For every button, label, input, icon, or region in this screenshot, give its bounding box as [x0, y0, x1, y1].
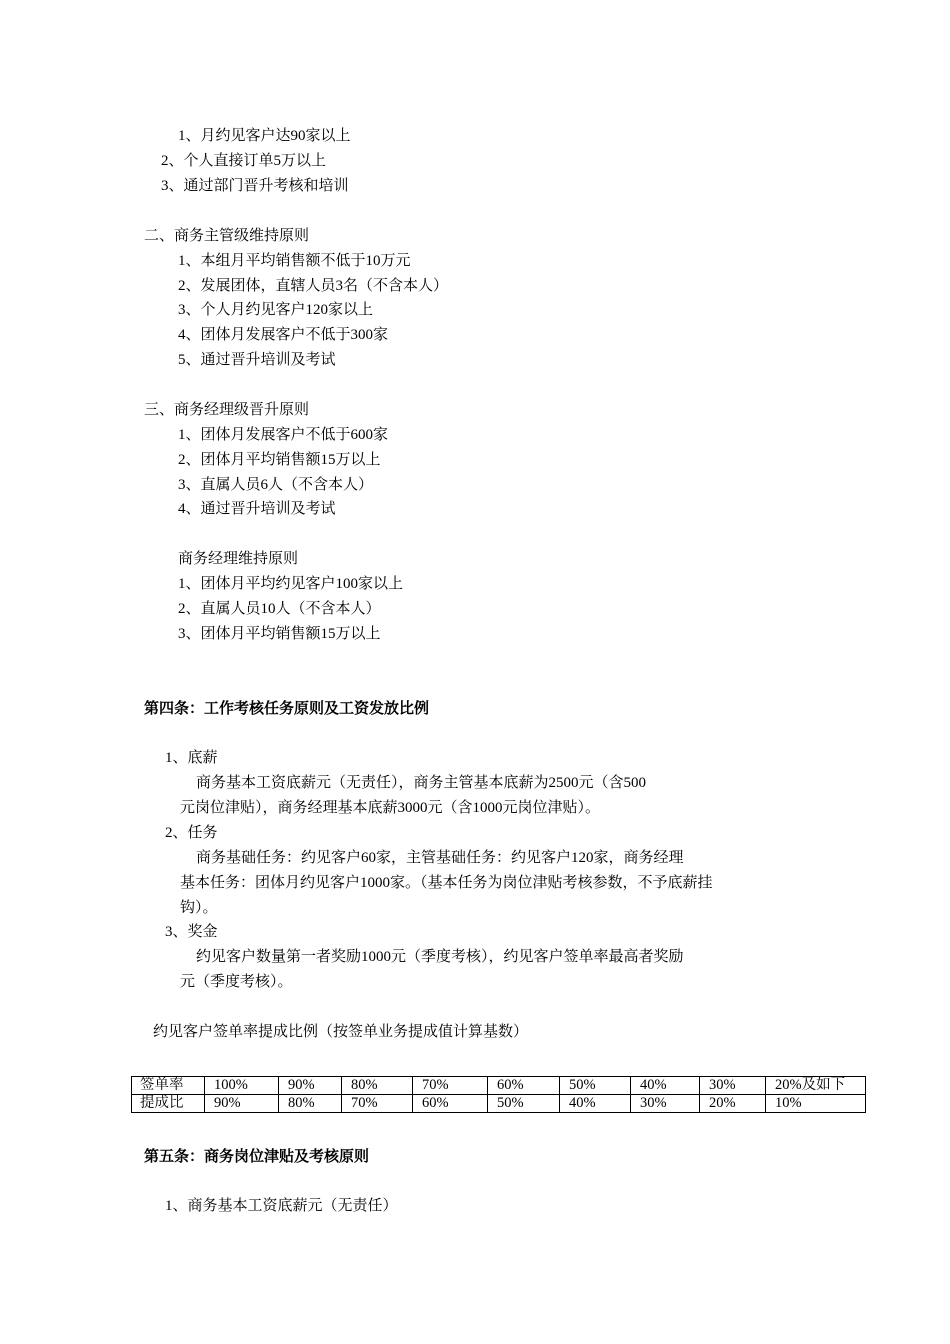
- list-item: 1、团体月平均约见客户100家以上: [178, 576, 404, 592]
- subsection-heading: 3、奖金: [165, 924, 218, 940]
- list-item: 5、通过晋升培训及考试: [178, 352, 336, 368]
- table-caption: 约见客户签单率提成比例（按签单业务提成值计算基数）: [153, 1024, 529, 1040]
- table-cell: 50%: [560, 1077, 631, 1095]
- list-item: 2、团体月平均销售额15万以上: [178, 452, 381, 468]
- table-cell: 40%: [560, 1095, 631, 1113]
- list-item: 2、直属人员10人（不含本人）: [178, 601, 381, 617]
- table-cell: 50%: [488, 1095, 560, 1113]
- article-title: 第四条：工作考核任务原则及工资发放比例: [144, 701, 430, 717]
- section-heading: 三、商务经理级晋升原则: [144, 402, 310, 418]
- list-item: 2、个人直接订单5万以上: [161, 153, 327, 169]
- row-header-sign-rate: 签单率: [132, 1077, 205, 1095]
- article-title: 第五条：商务岗位津贴及考核原则: [144, 1149, 370, 1165]
- list-item: 3、通过部门晋升考核和培训: [161, 178, 349, 194]
- table-cell: 10%: [766, 1095, 866, 1113]
- list-item: 3、直属人员6人（不含本人）: [178, 477, 374, 493]
- list-item: 3、团体月平均销售额15万以上: [178, 626, 381, 642]
- paragraph-line: 基本任务：团体月约见客户1000家。（基本任务为岗位津贴考核参数，不予底薪挂: [180, 875, 713, 891]
- list-item: 3、个人月约见客户120家以上: [178, 302, 374, 318]
- table-cell: 20%: [700, 1095, 766, 1113]
- table-cell: 30%: [700, 1077, 766, 1095]
- table-cell: 40%: [631, 1077, 700, 1095]
- table-cell: 90%: [205, 1095, 279, 1113]
- table-cell: 80%: [279, 1095, 342, 1113]
- paragraph-line: 商务基本工资底薪元（无责任），商务主管基本底薪为2500元（含500: [196, 775, 647, 791]
- table-cell: 70%: [342, 1095, 413, 1113]
- section-heading: 商务经理维持原则: [178, 551, 299, 567]
- list-item: 4、团体月发展客户不低于300家: [178, 327, 389, 343]
- table-cell: 60%: [488, 1077, 560, 1095]
- table-cell: 80%: [342, 1077, 413, 1095]
- list-item: 1、团体月发展客户不低于600家: [178, 427, 389, 443]
- table-cell: 100%: [205, 1077, 279, 1095]
- row-header-commission: 提成比: [132, 1095, 205, 1113]
- paragraph-line: 元（季度考核）。: [180, 974, 293, 990]
- table-row: [132, 1077, 866, 1095]
- table-row: [132, 1095, 866, 1113]
- list-item: 4、通过晋升培训及考试: [178, 501, 336, 517]
- table-cell: 70%: [413, 1077, 488, 1095]
- section-heading: 二、商务主管级维持原则: [144, 228, 310, 244]
- list-item: 2、发展团体，直辖人员3名（不含本人）: [178, 278, 449, 294]
- subsection-heading: 1、底薪: [165, 750, 218, 766]
- subsection-heading: 2、任务: [165, 825, 218, 841]
- table-cell: 20%及如下: [766, 1077, 866, 1095]
- commission-rate-table: [131, 1076, 866, 1113]
- table-cell: 30%: [631, 1095, 700, 1113]
- paragraph-line: 商务基础任务：约见客户60家，主管基础任务：约见客户120家，商务经理: [196, 850, 684, 866]
- table-cell: 90%: [279, 1077, 342, 1095]
- table-cell: 60%: [413, 1095, 488, 1113]
- paragraph-line: 约见客户数量第一者奖励1000元（季度考核），约见客户签单率最高者奖励: [196, 949, 684, 965]
- list-item: 1、本组月平均销售额不低于10万元: [178, 253, 411, 269]
- paragraph-line: 钩）。: [180, 900, 218, 916]
- list-item: 1、月约见客户达90家以上: [178, 128, 351, 144]
- list-item: 1、商务基本工资底薪元（无责任）: [165, 1198, 398, 1214]
- paragraph-line: 元岗位津贴），商务经理基本底薪3000元（含1000元岗位津贴）。: [180, 800, 601, 816]
